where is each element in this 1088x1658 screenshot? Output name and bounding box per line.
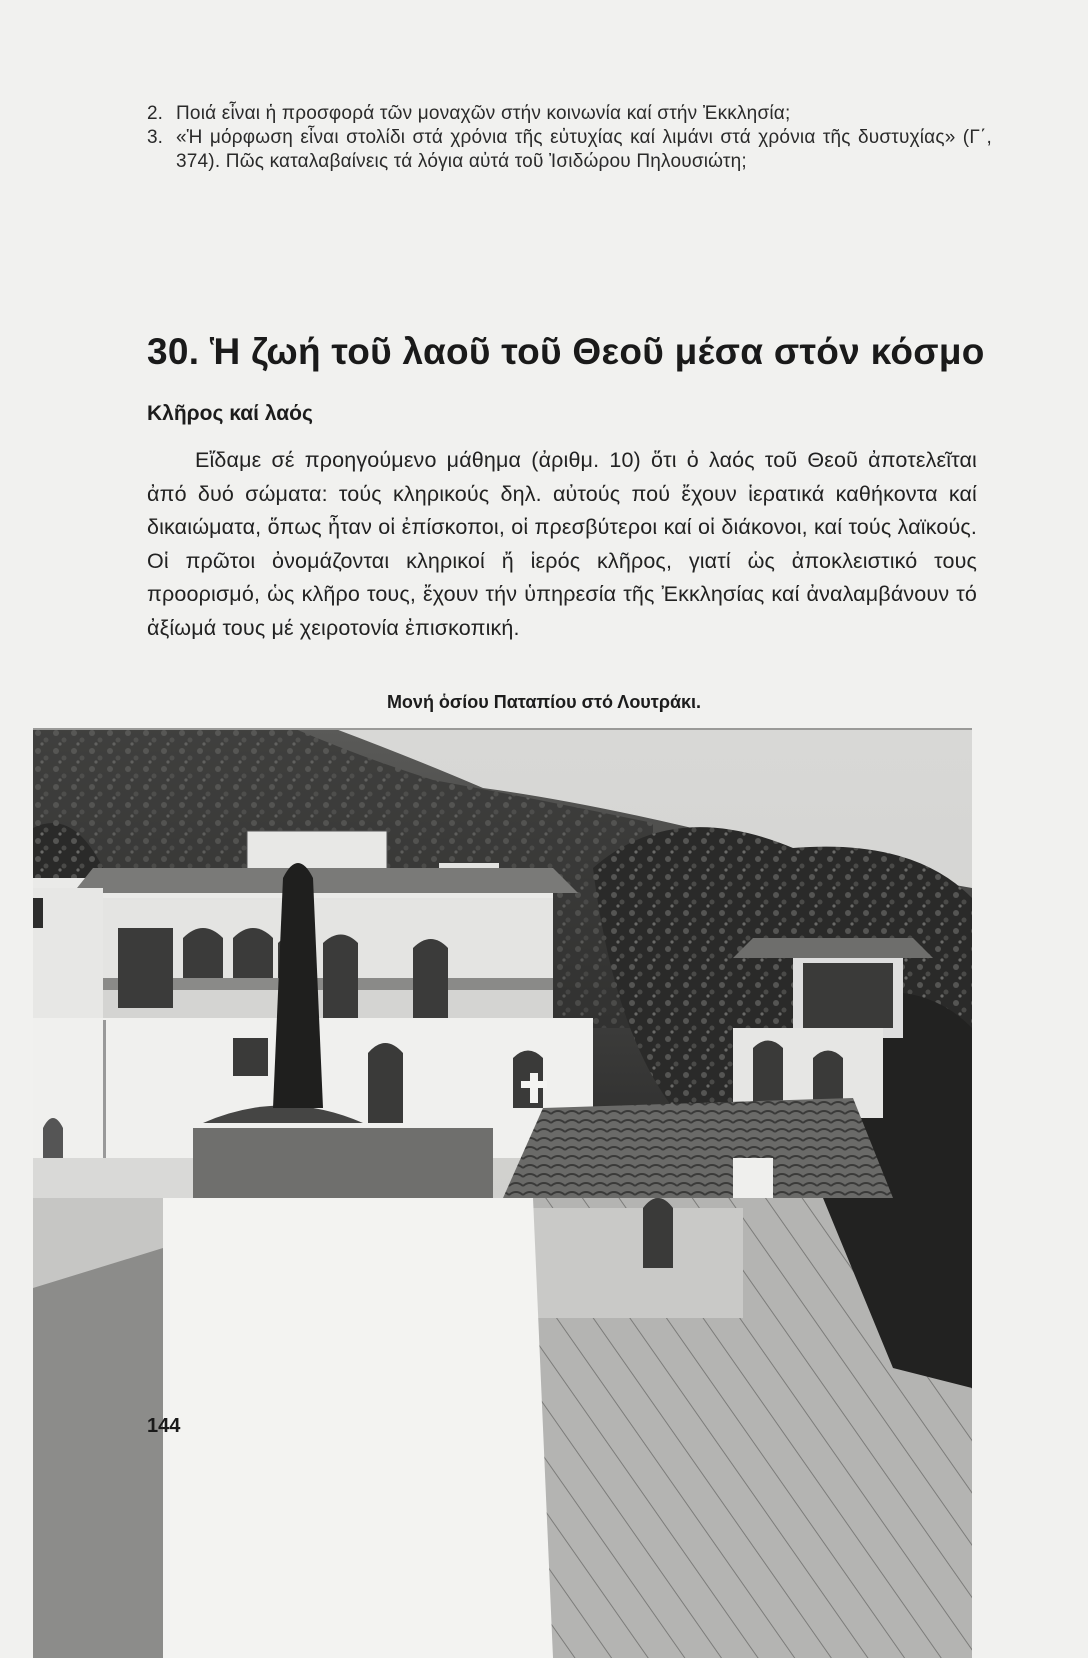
question-text: «Ἡ μόρφωση εἶναι στολίδι στά χρόνια τῆς εὐτυχίας καί λιμάνι στά χρόνια τῆς δυστυχίας» (Γ΄, 374). Πῶς καταλαβαίνεις τά λόγια αὐτά τοῦ Ἰσιδώρου Πηλουσιώτη;	[176, 127, 992, 172]
body-paragraph: Εἴδαμε σέ προηγούμενο μάθημα (ἀριθμ. 10) ὅτι ὁ λαός τοῦ Θεοῦ ἀποτελεῖται ἀπό δυό σώματα: τούς κληρικούς δηλ. αὐτούς πού ἔχουν ἱερατικά καθήκοντα καί δικαιώματα, ὅπως ἦταν οἱ ἐπίσκοποι, οἱ πρεσβύτεροι καί οἱ διάκονοι, καί τούς λαϊκούς. Οἱ πρῶτοι ὀνομάζονται κληρικοί ἤ ἱερός κλῆρος, γιατί ὡς ἀποκλειστικό τους προορισμό, ὡς κλῆρο τους, ἔχουν τήν ὑπηρεσία τῆς Ἐκκλησίας καί ἀναλαμβάνουν τό ἀξίωμά τους μέ χειροτονία ἐπισκοπική.	[147, 448, 977, 640]
question-text: Ποιά εἶναι ἡ προσφορά τῶν μοναχῶν στήν κοινωνία καί στήν Ἐκκλησία;	[176, 103, 791, 124]
review-questions	[147, 102, 992, 174]
question-item	[147, 102, 992, 126]
section-heading: Κλῆρος καί λαός	[147, 402, 313, 425]
question-number: 2.	[147, 103, 163, 124]
monastery-photo	[33, 728, 972, 1658]
question-number: 3.	[147, 127, 163, 148]
question-item	[147, 126, 992, 174]
page-number: 144	[147, 1415, 181, 1437]
photo-caption: Μονή ὁσίου Παταπίου στό Λουτράκι.	[386, 692, 702, 712]
chapter-title: 30. Ἡ ζωή τοῦ λαοῦ τοῦ Θεοῦ μέσα στόν κόσμο	[147, 331, 985, 372]
